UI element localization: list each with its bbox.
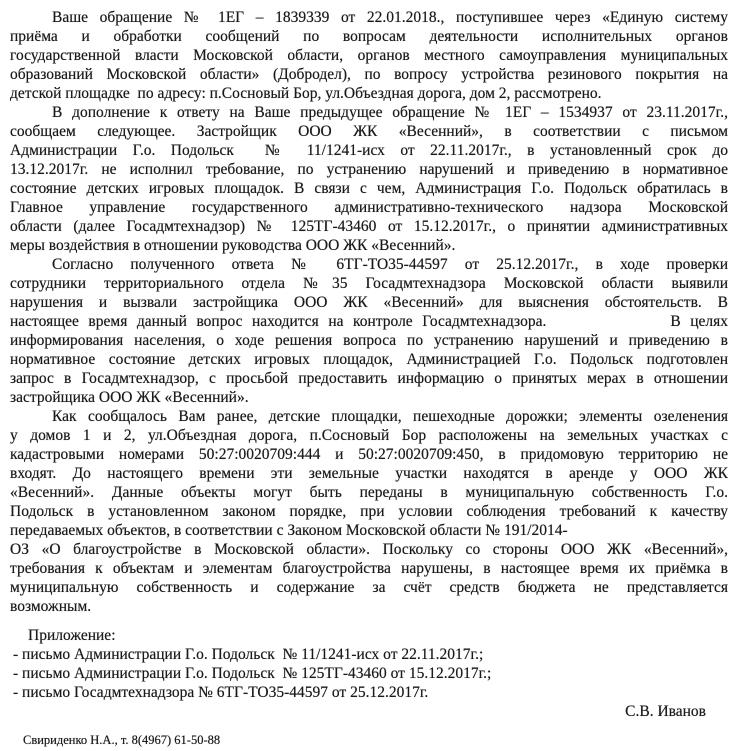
attachment-item: - письмо Администрации Г.о. Подольск № 125ТГ-43460 от 15.12.2017г.; [13, 665, 492, 682]
text-line: требования к объектам и элементам благоустройства нарушены, в настоящее время их приёмка в [10, 560, 728, 577]
text-line: Подольск в установленном законом порядке, при условии соблюдения требований к качеству [10, 503, 728, 520]
text-line: приёма и обработки сообщений по вопросам деятельности исполнительных органов [10, 28, 728, 45]
text-line: детской площадке по адресу: п.Сосновый Бор, ул.Объездная дорога, дом 2, рассмотрено. [10, 85, 602, 102]
text-line: передаваемых объектов, в соответствии с Законом Московской области № 191/2014- [10, 522, 568, 539]
signature-name: С.В. Иванов [625, 703, 706, 720]
text-line: входят. До настоящего времени эти земельные участки находятся в аренде у ООО ЖК [10, 465, 728, 482]
paragraph [10, 407, 728, 540]
attachment-item: - письмо Госадмтехнадзора № 6ТГ-ТО35-44597 от 25.12.2017г. [13, 684, 429, 701]
text-line: Согласно полученного ответа № 6ТГ-ТО35-44597 от 25.12.2017г., в ходе проверки [52, 256, 728, 273]
text-line: Ваше обращение № 1ЕГ – 1839339 от 22.01.2018., поступившее через «Единую систему [52, 9, 728, 26]
text-line: 13.12.2017г. не исполнил требование, по устранению нарушений и приведению в нормативное [10, 161, 728, 178]
text-line: Администрации Г.о. Подольск № 11/1241-исх от 22.11.2017г., в установленный срок до [10, 142, 728, 159]
text-line: у домов 1 и 2, ул.Объездная дорога, п.Сосновый Бор расположены на земельных участках с [10, 427, 728, 444]
paragraph [10, 103, 728, 255]
text-line: возможным. [10, 598, 92, 615]
text-line: сообщаем следующее. Застройщик ООО ЖК «Весенний», в соответствии с письмом [10, 123, 728, 140]
text-line: сотрудники территориального отдела №35 Госадмтехнадзора Московской области выявили [10, 275, 728, 292]
text-line: меры воздействия в отношении руководства ООО ЖК «Весенний». [10, 237, 456, 254]
text-line: ОЗ «О благоустройстве в Московской области». Поскольку со стороны ООО ЖК «Весенний», [10, 541, 728, 558]
text-line: информирования населения, о ходе решения вопроса по устранению нарушений и приведению в [10, 332, 728, 349]
text-line: государственной власти Московской области, органов местного самоуправления муниципальных [10, 47, 728, 64]
text-line: образований Московской области» (Добродел), по вопросу устройства резинового покрытия на [10, 66, 728, 83]
text-line: настоящее время данный вопрос находится на контроле Госадмтехнадзора. В целях [10, 313, 728, 330]
attachments-heading: Приложение: [28, 627, 116, 644]
attachments-section [10, 626, 728, 702]
text-line: нормативное состояние детских игровых площадок, Администрацией Г.о. Подольск подготовлен [10, 351, 728, 368]
text-line: В дополнение к ответу на Ваше предыдущее обращение № 1ЕГ – 1534937 от 23.11.2017г., [52, 104, 728, 121]
attachment-item: - письмо Администрации Г.о. Подольск № 11/1241-исх от 22.11.2017г.; [13, 646, 484, 663]
text-line: нарушения и вызвали застройщика ООО ЖК «Весенний» для выяснения обстоятельств. В [10, 294, 728, 311]
paragraph [10, 540, 728, 616]
paragraph [10, 8, 728, 103]
attachments-list [10, 645, 728, 702]
text-line: «Весенний». Данные объекты могут быть переданы в муниципальную собственность Г.о. [10, 484, 728, 501]
text-line: Главное управление государственного административно-технического надзора Московской [10, 199, 728, 216]
text-line: застройщика ООО ЖК «Весенний». [10, 389, 249, 406]
text-line: муниципальную собственность и содержание за счёт средств бюджета не представляется [10, 579, 728, 596]
text-line: кадастровыми номерами 50:27:0020709:444 и 50:27:0020709:450, в придомовую территорию не [10, 446, 728, 463]
text-line: области (далее Госадмтехнадзор) № 125ТГ-43460 от 15.12.2017г., о принятии административных [10, 218, 728, 235]
executor-contact-note: Свириденко Н.А., т. 8(4967) 61-50-88 [23, 733, 221, 747]
paragraph [10, 255, 728, 407]
text-line: состояние детских игровых площадок. В связи с чем, Администрация Г.о. Подольск обратилась в [10, 180, 728, 197]
text-line: запрос в Госадмтехнадзор, с просьбой предоставить информацию о принятых мерах в отношении [10, 370, 728, 387]
text-line: Как сообщалось Вам ранее, детские площадки, пешеходные дорожки; элементы озеленения [52, 408, 728, 425]
letter-body [10, 8, 728, 616]
